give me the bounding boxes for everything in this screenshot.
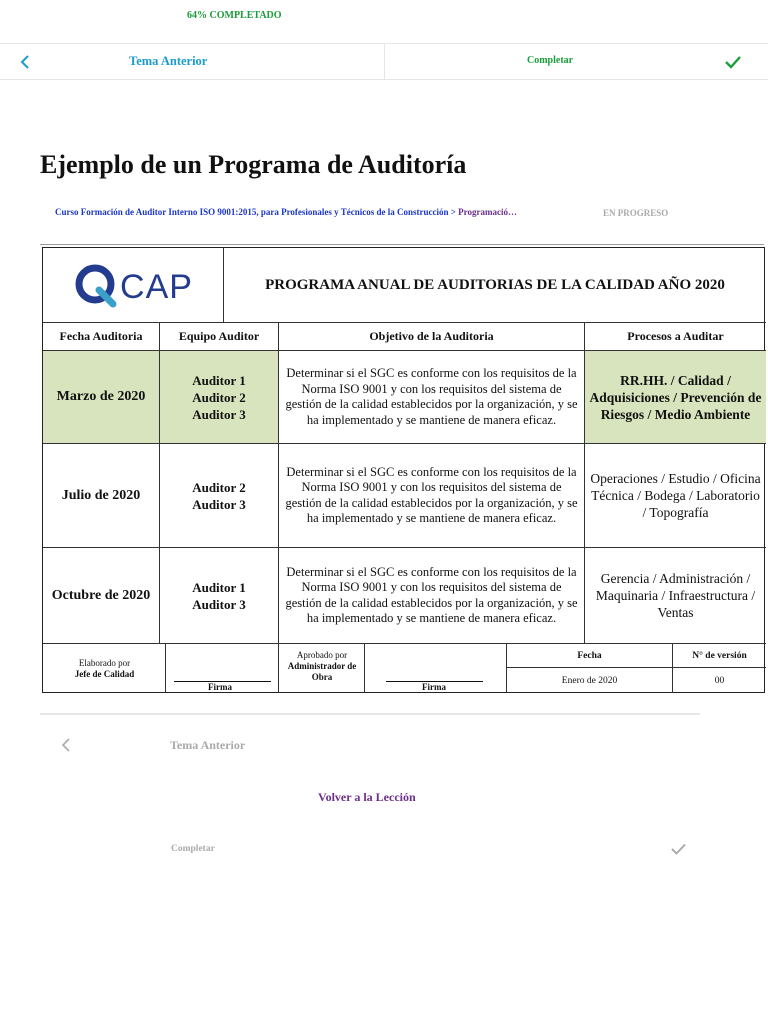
- logo-text: CAP: [120, 267, 193, 306]
- signature-label: Firma: [208, 682, 232, 692]
- row-objective: Determinar si el SGC es conforme con los requisitos de la Norma ISO 9001 y con los requisitos del sistema de gestión de la calidad establecidos por la organización, y se ha implementado y se mantiene de manera eficaz.: [279, 351, 585, 444]
- previous-topic-link[interactable]: Tema Anterior: [129, 54, 208, 68]
- row-processes: Operaciones / Estudio / Oficina Técnica / Bodega / Laboratorio / Topografía: [585, 444, 766, 548]
- team-member: Auditor 3: [192, 496, 246, 512]
- prepared-by-label: Elaborado por: [78, 658, 131, 668]
- header-processes: Procesos a Auditar: [585, 323, 766, 351]
- row-objective: Determinar si el SGC es conforme con los requisitos de la Norma ISO 9001 y con los requisitos del sistema de gestión de la calidad establecidos por la organización, y se ha implementado y se mantiene de manera eficaz.: [279, 444, 585, 548]
- header-objective: Objetivo de la Auditoria: [279, 323, 585, 351]
- team-member: Auditor 2: [192, 389, 246, 405]
- footer-date-label: Fecha: [507, 644, 672, 668]
- nav-divider: [384, 44, 385, 80]
- check-icon[interactable]: [724, 54, 742, 70]
- footer-date-value: Enero de 2020: [561, 675, 618, 686]
- logo-q-mark: [73, 262, 119, 308]
- team-member: Auditor 3: [192, 596, 246, 612]
- breadcrumb-course-link[interactable]: Curso Formación de Auditor Interno ISO 9001:2015, para Profesionales y Técnicos de la Construcción: [55, 207, 449, 217]
- figure-top-border: [40, 244, 764, 245]
- signature-label: Firma: [422, 682, 446, 692]
- progress-label: 64% COMPLETADO: [187, 10, 282, 21]
- document-title: PROGRAMA ANUAL DE AUDITORIAS DE LA CALIDAD AÑO 2020: [224, 248, 766, 323]
- header-date: Fecha Auditoria: [43, 323, 160, 351]
- check-icon[interactable]: [670, 842, 687, 856]
- footer-version: [673, 644, 766, 693]
- footer-approved: [279, 644, 365, 693]
- row-processes: Gerencia / Administración / Maquinaria / Infraestructura / Ventas: [585, 548, 766, 644]
- breadcrumb-separator: >: [450, 207, 456, 217]
- chevron-left-icon[interactable]: [60, 736, 72, 754]
- footer-date: [507, 644, 673, 693]
- logo-cell: [43, 248, 224, 323]
- section-divider: [40, 713, 700, 715]
- bottom-previous-topic-link[interactable]: Tema Anterior: [170, 738, 246, 752]
- team-member: Auditor 1: [192, 579, 246, 595]
- row-date: Julio de 2020: [43, 444, 160, 548]
- prepared-by-role: Jefe de Calidad: [74, 669, 135, 679]
- row-objective: Determinar si el SGC es conforme con los requisitos de la Norma ISO 9001 y con los requisitos del sistema de gestión de la calidad establecidos por la organización, y se ha implementado y se mantiene de manera eficaz.: [279, 548, 585, 644]
- row-team: [160, 444, 279, 548]
- team-member: Auditor 1: [192, 372, 246, 388]
- footer-signature-2: [365, 644, 507, 693]
- bottom-complete-button[interactable]: Completar: [171, 844, 215, 854]
- back-to-lesson-link[interactable]: Volver a la Lección: [318, 790, 416, 804]
- breadcrumb-current[interactable]: Programació…: [458, 207, 517, 217]
- team-member: Auditor 2: [192, 479, 246, 495]
- complete-button[interactable]: Completar: [527, 55, 574, 66]
- footer-signature-1: [166, 644, 279, 693]
- footer-prepared: [43, 644, 166, 693]
- team-member: Auditor 3: [192, 406, 246, 422]
- status-badge: EN PROGRESO: [603, 208, 669, 218]
- audit-program-document: [42, 247, 765, 693]
- approved-by-label: Aprobado por: [296, 650, 348, 660]
- qcap-logo: [73, 262, 193, 308]
- footer-version-label: N° de versión: [673, 644, 766, 668]
- breadcrumb: [55, 207, 517, 217]
- footer-version-value: 00: [714, 675, 725, 686]
- header-team: Equipo Auditor: [160, 323, 279, 351]
- row-team: [160, 351, 279, 444]
- chevron-left-icon[interactable]: [18, 52, 32, 72]
- top-nav: [0, 43, 768, 80]
- approved-by-role: Administrador de Obra: [287, 661, 357, 682]
- row-team: [160, 548, 279, 644]
- row-date: Marzo de 2020: [43, 351, 160, 444]
- row-date: Octubre de 2020: [43, 548, 160, 644]
- page-title: Ejemplo de un Programa de Auditoría: [40, 150, 467, 179]
- row-processes: RR.HH. / Calidad / Adquisiciones / Prevención de Riesgos / Medio Ambiente: [585, 351, 766, 444]
